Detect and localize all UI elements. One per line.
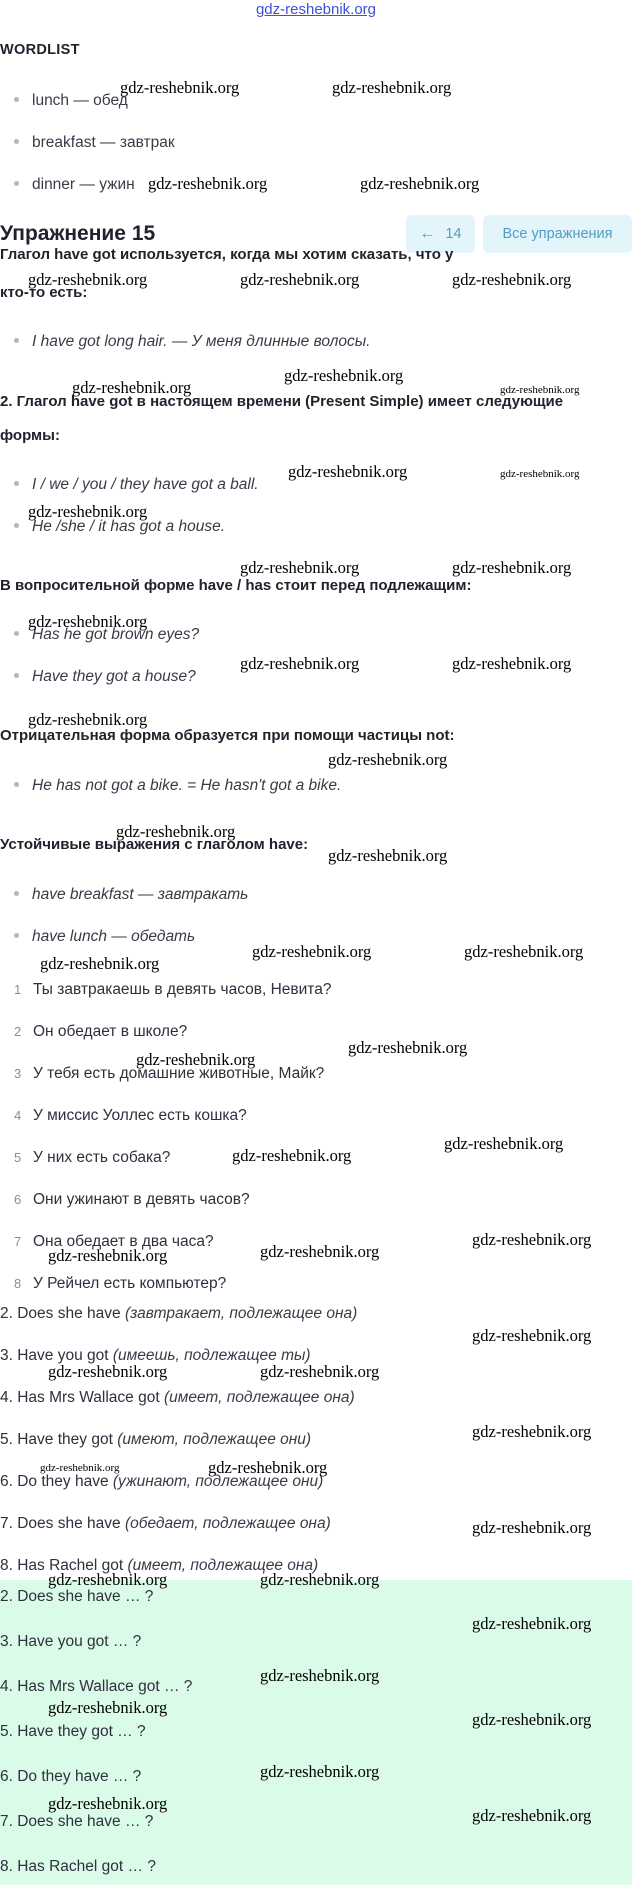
watermark: gdz-reshebnik.org <box>40 954 160 973</box>
watermark: gdz-reshebnik.org <box>260 1762 380 1781</box>
watermark: gdz-reshebnik.org <box>28 612 148 631</box>
answer-lead: 7. Does she have <box>0 1515 125 1532</box>
negative-item <box>14 777 341 795</box>
watermark: gdz-reshebnik.org <box>28 270 148 289</box>
form-text: He /she / it has got a house. <box>32 518 226 535</box>
answer-lead: 8. Has Rachel got <box>0 1557 128 1574</box>
final-answer: 8. Has Rachel got … ? <box>0 1858 156 1875</box>
watermark: gdz-reshebnik.org <box>472 1518 592 1537</box>
prev-exercise-label: 14 <box>445 226 462 242</box>
watermark: gdz-reshebnik.org <box>136 1050 256 1069</box>
watermark: gdz-reshebnik.org <box>452 654 572 673</box>
answer-note: (имеет, подлежащее она) <box>127 1557 319 1574</box>
answer-note: (имеет, подлежащее она) <box>163 1389 355 1406</box>
bullet-icon <box>14 673 19 678</box>
question-item <box>14 668 196 686</box>
task-item <box>14 1275 226 1293</box>
watermark: gdz-reshebnik.org <box>472 1806 592 1825</box>
bullet-icon <box>14 181 19 186</box>
watermark: gdz-reshebnik.org <box>472 1422 592 1441</box>
answer-lead: 2. Does she have <box>0 1305 125 1322</box>
watermark: gdz-reshebnik.org <box>472 1614 592 1633</box>
bullet-icon <box>14 97 19 102</box>
task-text: У них есть собака? <box>33 1149 171 1166</box>
watermark: gdz-reshebnik.org <box>452 270 572 289</box>
watermark: gdz-reshebnik.org <box>48 1794 168 1813</box>
watermark: gdz-reshebnik.org <box>48 1698 168 1717</box>
answer-line <box>0 1431 311 1449</box>
watermark: gdz-reshebnik.org <box>472 1326 592 1345</box>
phrase-item <box>14 886 248 904</box>
final-answer: 2. Does she have … ? <box>0 1588 154 1605</box>
watermark: gdz-reshebnik.org <box>464 942 584 961</box>
answer-lead: 4. Has Mrs Wallace got <box>0 1389 164 1406</box>
watermark: gdz-reshebnik.org <box>148 174 268 193</box>
watermark: gdz-reshebnik.org <box>208 1458 328 1477</box>
task-item <box>14 981 331 999</box>
answer-lead: 6. Do they have <box>0 1473 113 1490</box>
watermark: gdz-reshebnik.org <box>260 1570 380 1589</box>
watermark: gdz-reshebnik.org <box>240 654 360 673</box>
phrases-rule: Устойчивые выражения с глаголом have: <box>0 836 309 853</box>
task-number: 1 <box>14 982 22 997</box>
watermark: gdz-reshebnik.org <box>472 1230 592 1249</box>
example-item <box>14 333 370 351</box>
watermark: gdz-reshebnik.org <box>284 366 404 385</box>
negative-text: He has not got a bike. = He hasn't got a bike. <box>32 777 342 794</box>
answer-line <box>0 1389 355 1407</box>
bullet-icon <box>14 933 19 938</box>
wordlist-item-text: dinner — ужин <box>32 176 135 193</box>
question-rule: В вопросительной форме have / has стоит перед подлежащим: <box>0 577 472 594</box>
answer-note: (завтракает, подлежащее она) <box>124 1305 358 1322</box>
watermark: gdz-reshebnik.org <box>252 942 372 961</box>
task-text: Ты завтракаешь в девять часов, Невита? <box>33 981 332 998</box>
wordlist-item <box>14 176 135 194</box>
task-number: 8 <box>14 1276 22 1291</box>
form-item <box>14 476 259 494</box>
task-text: Они ужинают в девять часов? <box>33 1191 250 1208</box>
task-number: 7 <box>14 1234 22 1249</box>
final-answer: 6. Do they have … ? <box>0 1768 142 1785</box>
bullet-icon <box>14 891 19 896</box>
watermark: gdz-reshebnik.org <box>332 78 452 97</box>
task-text: Он обедает в школе? <box>33 1023 188 1040</box>
intro-cut-text: Глагол have got используется, когда мы хотим сказать, что у <box>0 246 454 263</box>
task-number: 2 <box>14 1024 22 1039</box>
watermark: gdz-reshebnik.org <box>48 1362 168 1381</box>
rule2-line1: 2. Глагол have got в настоящем времени (Present Simple) имеет следующие <box>0 393 564 410</box>
answer-line <box>0 1515 331 1533</box>
negative-rule: Отрицательная форма образуется при помощи частицы not: <box>0 727 455 744</box>
watermark: gdz-reshebnik.org <box>444 1134 564 1153</box>
task-number: 5 <box>14 1150 22 1165</box>
watermark: gdz-reshebnik.org <box>72 378 192 397</box>
answer-note: (обедает, подлежащее она) <box>124 1515 331 1532</box>
site-watermark-link[interactable]: gdz-reshebnik.org <box>255 1 377 18</box>
watermark: gdz-reshebnik.org <box>260 1666 380 1685</box>
form-text: I / we / you / they have got a ball. <box>32 476 259 493</box>
bullet-icon <box>14 481 19 486</box>
exercise-title: Упражнение 15 <box>0 222 156 245</box>
bullet-icon <box>14 338 19 343</box>
watermark: gdz-reshebnik.org <box>452 558 572 577</box>
example-text: I have got long hair. — У меня длинные волосы. <box>32 333 371 350</box>
watermark: gdz-reshebnik.org <box>328 846 448 865</box>
arrow-left-icon: ← <box>419 225 436 242</box>
answer-note: (ужинают, подлежащее они) <box>112 1473 324 1490</box>
final-answer: 5. Have they got … ? <box>0 1723 146 1740</box>
watermark: gdz-reshebnik.org <box>240 270 360 289</box>
bullet-icon <box>14 523 19 528</box>
watermark: gdz-reshebnik.org <box>360 174 480 193</box>
phrase-text: have lunch — обедать <box>32 928 196 945</box>
final-answer: 4. Has Mrs Wallace got … ? <box>0 1678 193 1695</box>
clipped-intro-line <box>0 246 454 263</box>
bullet-icon <box>14 139 19 144</box>
watermark: gdz-reshebnik.org <box>48 1570 168 1589</box>
question-text: Has he got brown eyes? <box>32 626 200 643</box>
task-item <box>14 1191 250 1209</box>
watermark: gdz-reshebnik.org <box>500 384 580 396</box>
intro-tail: кто-то есть: <box>0 284 88 301</box>
watermark: gdz-reshebnik.org <box>328 750 448 769</box>
watermark: gdz-reshebnik.org <box>240 558 360 577</box>
wordlist-item-text: breakfast — завтрак <box>32 134 175 151</box>
task-text: У миссис Уоллес есть кошка? <box>33 1107 247 1124</box>
question-text: Have they got a house? <box>32 668 196 685</box>
rule2-line2: формы: <box>0 427 60 444</box>
watermark: gdz-reshebnik.org <box>288 462 408 481</box>
wordlist-item <box>14 92 128 110</box>
watermark: gdz-reshebnik.org <box>472 1710 592 1729</box>
wordlist-heading: WORDLIST <box>0 42 80 58</box>
watermark: gdz-reshebnik.org <box>40 1462 120 1474</box>
task-item <box>14 1107 247 1125</box>
task-text: Она обедает в два часа? <box>33 1233 214 1250</box>
task-number: 6 <box>14 1192 22 1207</box>
bullet-icon <box>14 782 19 787</box>
task-text: У тебя есть домашние животные, Майк? <box>33 1065 325 1082</box>
final-answer: 3. Have you got … ? <box>0 1633 142 1650</box>
task-text: У Рейчел есть компьютер? <box>33 1275 227 1292</box>
all-exercises-label: Все упражнения <box>502 226 613 242</box>
watermark: gdz-reshebnik.org <box>120 78 240 97</box>
watermark: gdz-reshebnik.org <box>260 1242 380 1261</box>
wordlist-item-text: lunch — обед <box>32 92 128 109</box>
task-number: 3 <box>14 1066 22 1081</box>
task-item <box>14 1149 170 1167</box>
watermark: gdz-reshebnik.org <box>348 1038 468 1057</box>
wordlist-item <box>14 134 175 152</box>
watermark: gdz-reshebnik.org <box>260 1362 380 1381</box>
watermark: gdz-reshebnik.org <box>28 710 148 729</box>
all-exercises-button[interactable] <box>483 215 632 253</box>
task-item <box>14 1023 187 1041</box>
answer-note: (имеют, подлежащее они) <box>117 1431 312 1448</box>
phrase-item <box>14 928 195 946</box>
watermark: gdz-reshebnik.org <box>116 822 236 841</box>
final-answer: 7. Does she have … ? <box>0 1813 154 1830</box>
watermark: gdz-reshebnik.org <box>28 502 148 521</box>
answer-lead: 3. Have you got <box>0 1347 113 1364</box>
answer-lead: 5. Have they got <box>0 1431 118 1448</box>
task-number: 4 <box>14 1108 22 1123</box>
watermark: gdz-reshebnik.org <box>232 1146 352 1165</box>
phrase-text: have breakfast — завтракать <box>32 886 249 903</box>
answer-note: (имеешь, подлежащее ты) <box>112 1347 311 1364</box>
watermark: gdz-reshebnik.org <box>48 1246 168 1265</box>
watermark: gdz-reshebnik.org <box>500 468 580 480</box>
answer-line <box>0 1305 357 1323</box>
bullet-icon <box>14 631 19 636</box>
